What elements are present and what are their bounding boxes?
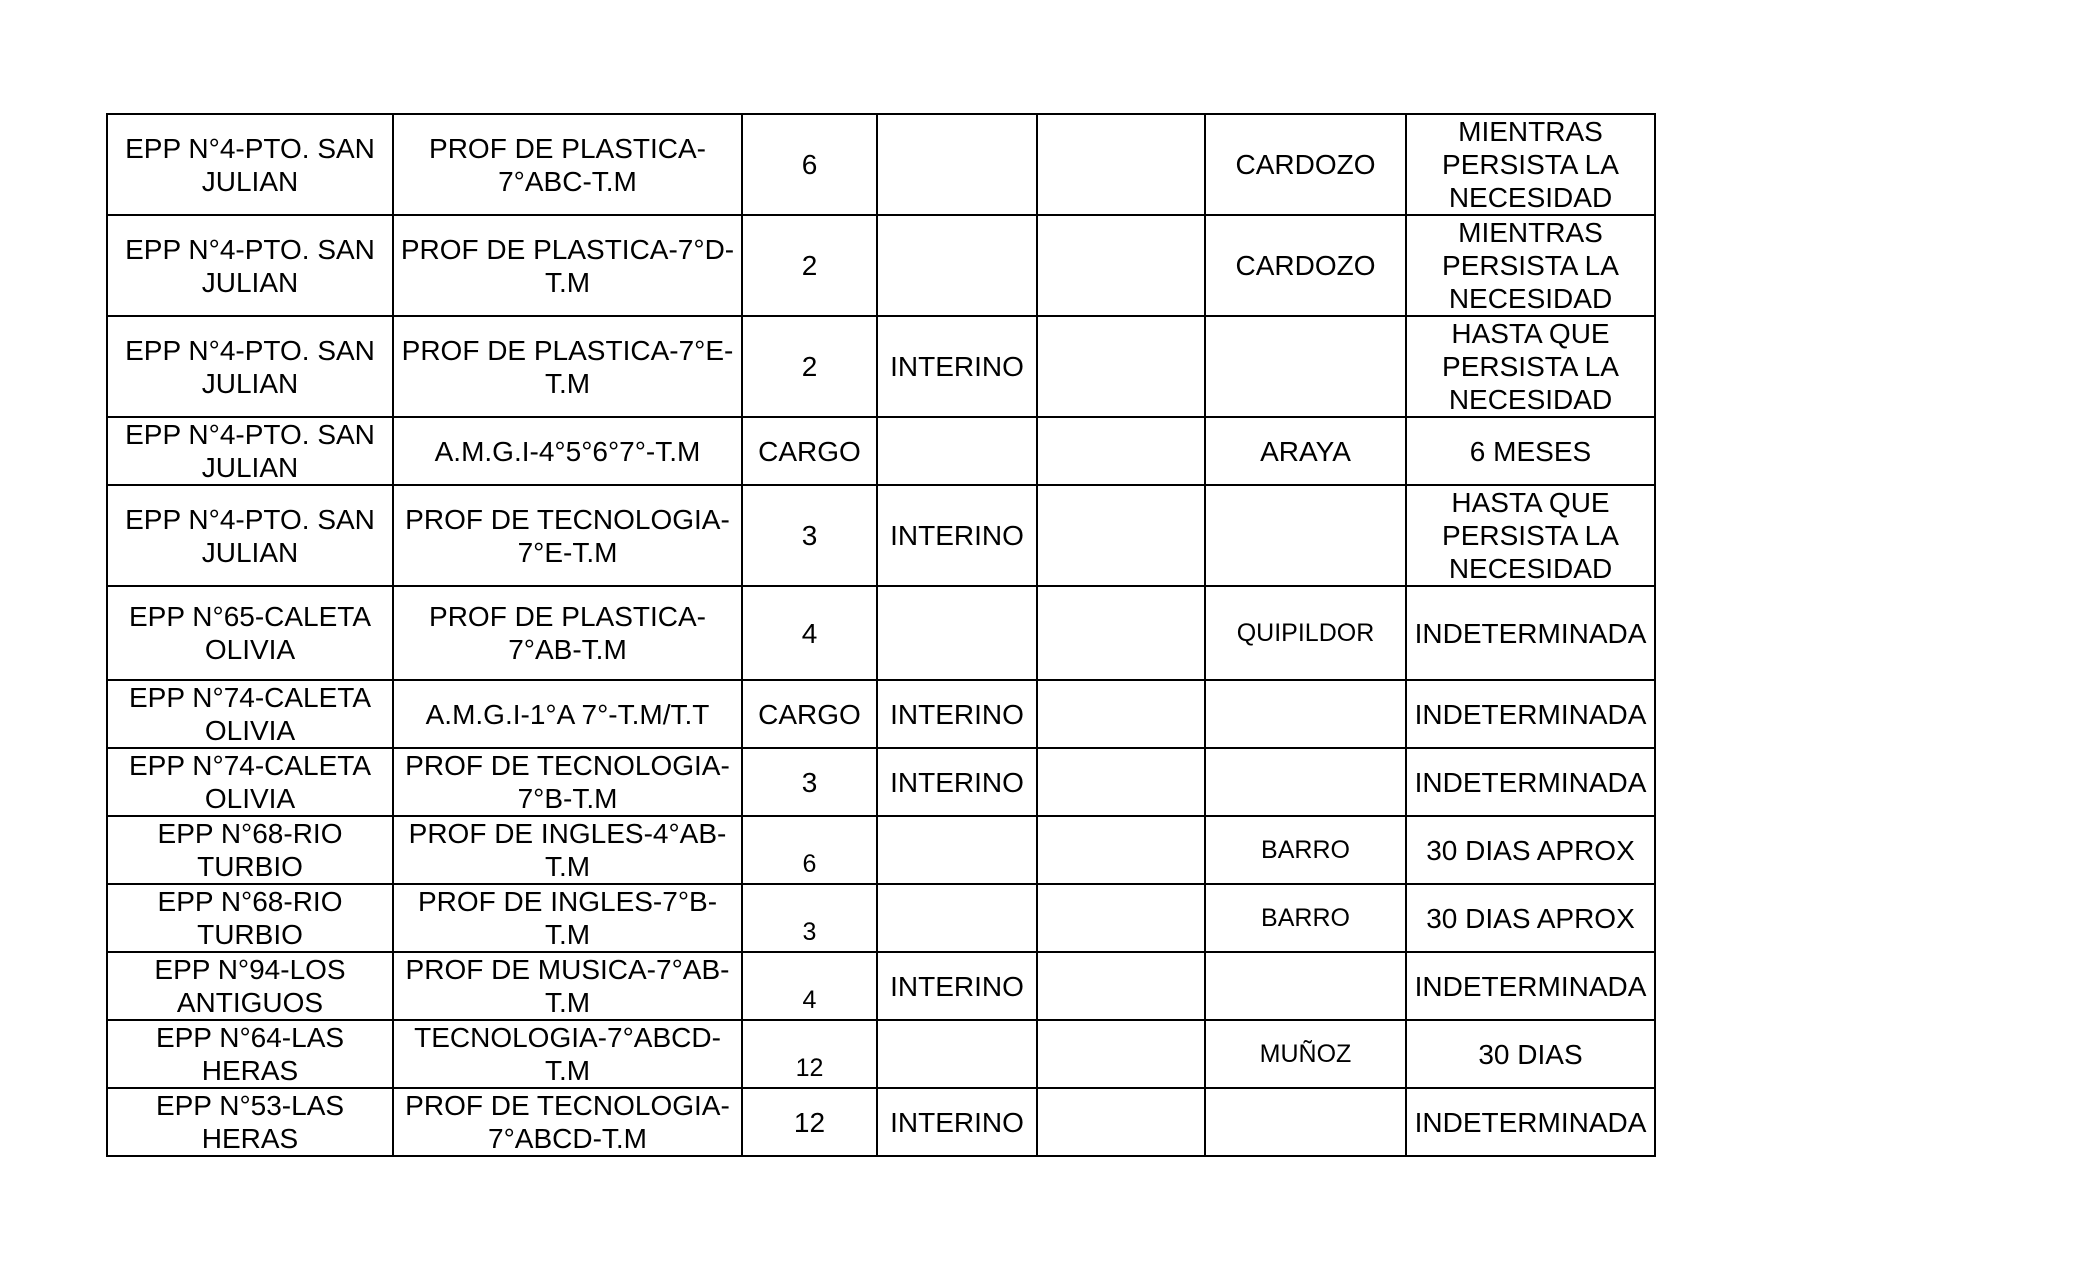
school-cell: EPP N°4-PTO. SAN JULIAN <box>107 316 393 417</box>
blank-cell <box>1037 114 1205 215</box>
status-cell <box>877 816 1037 884</box>
position-cell: PROF DE TECNOLOGIA-7°B-T.M <box>393 748 742 816</box>
hours-cell: 3 <box>742 884 877 952</box>
status-cell: INTERINO <box>877 485 1037 586</box>
hours-cell: 6 <box>742 816 877 884</box>
vacancy-table <box>106 113 1656 1157</box>
school-cell: EPP N°4-PTO. SAN JULIAN <box>107 485 393 586</box>
teacher-cell: CARDOZO <box>1205 215 1406 316</box>
hours-cell: 6 <box>742 114 877 215</box>
blank-cell <box>1037 215 1205 316</box>
blank-cell <box>1037 316 1205 417</box>
hours-cell: 12 <box>742 1020 877 1088</box>
blank-cell <box>1037 884 1205 952</box>
school-cell: EPP N°74-CALETA OLIVIA <box>107 680 393 748</box>
status-cell: INTERINO <box>877 952 1037 1020</box>
status-cell <box>877 586 1037 680</box>
school-cell: EPP N°74-CALETA OLIVIA <box>107 748 393 816</box>
teacher-cell: CARDOZO <box>1205 114 1406 215</box>
table-row <box>107 417 1655 485</box>
table-row <box>107 680 1655 748</box>
school-cell: EPP N°68-RIO TURBIO <box>107 816 393 884</box>
school-cell: EPP N°53-LAS HERAS <box>107 1088 393 1156</box>
status-cell <box>877 1020 1037 1088</box>
table-row <box>107 748 1655 816</box>
status-cell <box>877 884 1037 952</box>
hours-cell: 4 <box>742 586 877 680</box>
teacher-cell <box>1205 316 1406 417</box>
status-cell <box>877 114 1037 215</box>
duration-cell: INDETERMINADA <box>1406 748 1655 816</box>
status-cell <box>877 417 1037 485</box>
duration-cell: INDETERMINADA <box>1406 680 1655 748</box>
table-row <box>107 586 1655 680</box>
teacher-cell <box>1205 680 1406 748</box>
school-cell: EPP N°64-LAS HERAS <box>107 1020 393 1088</box>
teacher-cell: QUIPILDOR <box>1205 586 1406 680</box>
duration-cell: INDETERMINADA <box>1406 586 1655 680</box>
table-row <box>107 816 1655 884</box>
blank-cell <box>1037 1020 1205 1088</box>
teacher-cell: MUÑOZ <box>1205 1020 1406 1088</box>
teacher-cell: BARRO <box>1205 816 1406 884</box>
table-row <box>107 1088 1655 1156</box>
position-cell: PROF DE TECNOLOGIA-7°E-T.M <box>393 485 742 586</box>
table-row <box>107 316 1655 417</box>
position-cell: PROF DE PLASTICA-7°AB-T.M <box>393 586 742 680</box>
table-row <box>107 114 1655 215</box>
hours-cell: 12 <box>742 1088 877 1156</box>
status-cell: INTERINO <box>877 748 1037 816</box>
teacher-cell: BARRO <box>1205 884 1406 952</box>
duration-cell: 30 DIAS <box>1406 1020 1655 1088</box>
position-cell: PROF DE INGLES-7°B-T.M <box>393 884 742 952</box>
blank-cell <box>1037 816 1205 884</box>
blank-cell <box>1037 586 1205 680</box>
table-row <box>107 215 1655 316</box>
hours-cell: 3 <box>742 485 877 586</box>
duration-cell: MIENTRAS PERSISTA LA NECESIDAD <box>1406 215 1655 316</box>
duration-cell: INDETERMINADA <box>1406 952 1655 1020</box>
school-cell: EPP N°68-RIO TURBIO <box>107 884 393 952</box>
duration-cell: HASTA QUE PERSISTA LA NECESIDAD <box>1406 316 1655 417</box>
blank-cell <box>1037 748 1205 816</box>
duration-cell: 30 DIAS APROX <box>1406 816 1655 884</box>
duration-cell: HASTA QUE PERSISTA LA NECESIDAD <box>1406 485 1655 586</box>
school-cell: EPP N°4-PTO. SAN JULIAN <box>107 215 393 316</box>
school-cell: EPP N°94-LOS ANTIGUOS <box>107 952 393 1020</box>
duration-cell: 6 MESES <box>1406 417 1655 485</box>
duration-cell: MIENTRAS PERSISTA LA NECESIDAD <box>1406 114 1655 215</box>
table-row <box>107 485 1655 586</box>
status-cell <box>877 215 1037 316</box>
status-cell: INTERINO <box>877 680 1037 748</box>
position-cell: PROF DE INGLES-4°AB-T.M <box>393 816 742 884</box>
school-cell: EPP N°4-PTO. SAN JULIAN <box>107 114 393 215</box>
position-cell: A.M.G.I-4°5°6°7°-T.M <box>393 417 742 485</box>
vacancy-table-body <box>107 114 1655 1156</box>
blank-cell <box>1037 1088 1205 1156</box>
blank-cell <box>1037 485 1205 586</box>
position-cell: PROF DE PLASTICA-7°E-T.M <box>393 316 742 417</box>
status-cell: INTERINO <box>877 316 1037 417</box>
teacher-cell: ARAYA <box>1205 417 1406 485</box>
position-cell: A.M.G.I-1°A 7°-T.M/T.T <box>393 680 742 748</box>
status-cell: INTERINO <box>877 1088 1037 1156</box>
blank-cell <box>1037 952 1205 1020</box>
duration-cell: 30 DIAS APROX <box>1406 884 1655 952</box>
hours-cell: CARGO <box>742 417 877 485</box>
school-cell: EPP N°4-PTO. SAN JULIAN <box>107 417 393 485</box>
position-cell: TECNOLOGIA-7°ABCD-T.M <box>393 1020 742 1088</box>
hours-cell: 3 <box>742 748 877 816</box>
duration-cell: INDETERMINADA <box>1406 1088 1655 1156</box>
teacher-cell <box>1205 485 1406 586</box>
hours-cell: 2 <box>742 316 877 417</box>
blank-cell <box>1037 680 1205 748</box>
table-row <box>107 1020 1655 1088</box>
table-row <box>107 884 1655 952</box>
teacher-cell <box>1205 1088 1406 1156</box>
blank-cell <box>1037 417 1205 485</box>
position-cell: PROF DE PLASTICA-7°D-T.M <box>393 215 742 316</box>
teacher-cell <box>1205 952 1406 1020</box>
hours-cell: CARGO <box>742 680 877 748</box>
school-cell: EPP N°65-CALETA OLIVIA <box>107 586 393 680</box>
hours-cell: 4 <box>742 952 877 1020</box>
position-cell: PROF DE TECNOLOGIA-7°ABCD-T.M <box>393 1088 742 1156</box>
position-cell: PROF DE MUSICA-7°AB-T.M <box>393 952 742 1020</box>
teacher-cell <box>1205 748 1406 816</box>
position-cell: PROF DE PLASTICA-7°ABC-T.M <box>393 114 742 215</box>
table-row <box>107 952 1655 1020</box>
hours-cell: 2 <box>742 215 877 316</box>
